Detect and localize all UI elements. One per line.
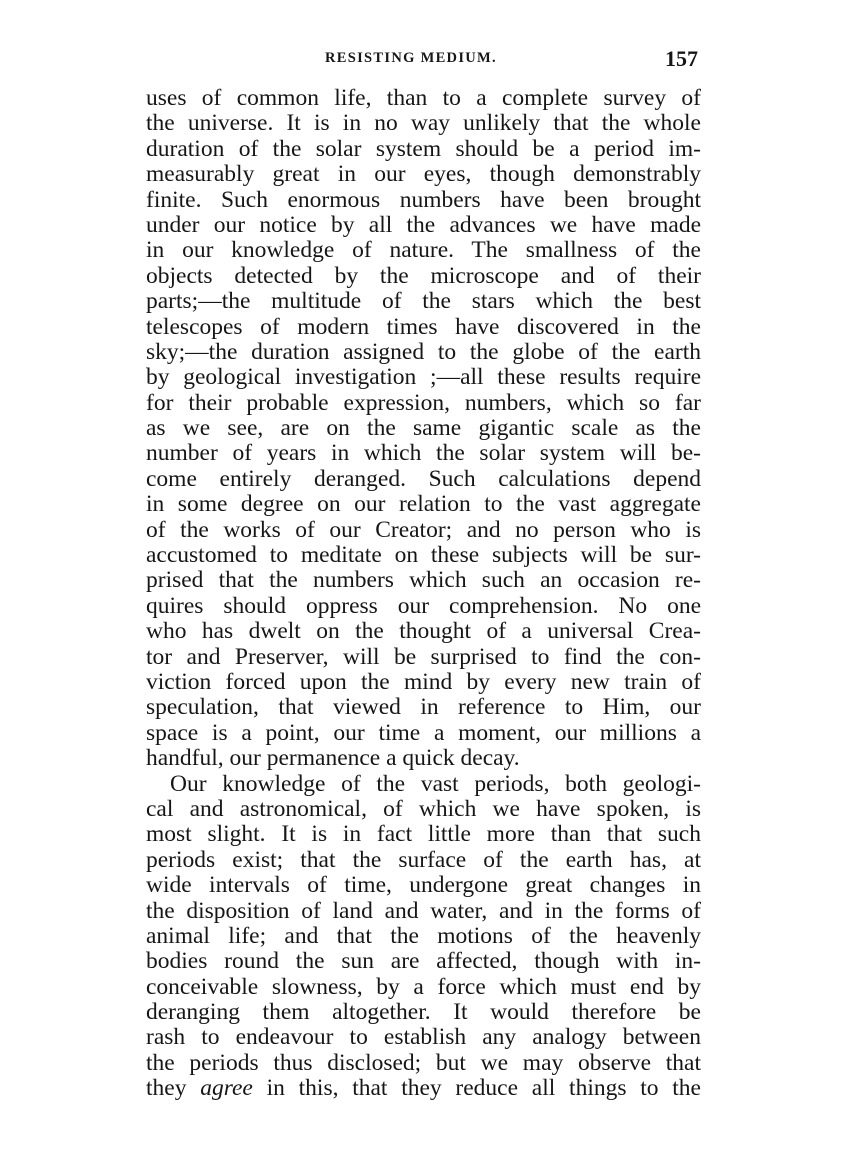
text-line: cal and astronomical, of which we have spoken, is [146, 796, 701, 822]
text-line-paragraph-end: handful, our permanence a quick decay. [146, 746, 520, 772]
running-title: RESISTING MEDIUM. [325, 50, 497, 66]
text-line: rash to endeavour to establish any analogy between [146, 1025, 701, 1051]
emphasized-word: agree [200, 1076, 253, 1102]
text-line: deranging them altogether. It would therefore be [146, 1000, 701, 1026]
text-line: finite. Such enormous numbers have been brought [146, 187, 701, 213]
text-line: of the works of our Creator; and no person who is [146, 517, 701, 543]
text-line: the disposition of land and water, and in the forms of [146, 898, 701, 924]
text-line: objects detected by the microscope and of their [146, 263, 701, 289]
text-line: come entirely deranged. Such calculations depend [146, 466, 701, 492]
running-head [145, 48, 700, 74]
text-line: bodies round the sun are affected, though with in- [146, 949, 701, 975]
text-line: who has dwelt on the thought of a universal Crea- [146, 619, 701, 645]
text-line: the periods thus disclosed; but we may observe that [146, 1050, 701, 1076]
text-line: telescopes of modern times have discovered in the [146, 314, 701, 340]
text-line: as we see, are on the same gigantic scale as the [146, 416, 701, 442]
text-line: sky;—the duration assigned to the globe of the earth [146, 339, 701, 365]
text-line: tor and Preserver, will be surprised to find the con- [146, 644, 701, 670]
text-line: number of years in which the solar system will be- [146, 441, 701, 467]
text-segment: they [146, 1076, 201, 1102]
text-line: speculation, that viewed in reference to Him, our [146, 695, 701, 721]
text-line: in our knowledge of nature. The smallness of the [146, 238, 701, 264]
text-line: parts;—the multitude of the stars which the best [146, 289, 701, 315]
text-line: uses of common life, than to a complete survey of [146, 86, 701, 111]
text-line: duration of the solar system should be a period im- [146, 136, 701, 162]
text-line: in some degree on our relation to the vast aggregate [146, 492, 701, 518]
page-number: 157 [665, 46, 698, 71]
text-line: wide intervals of time, undergone great changes in [146, 873, 701, 899]
text-line: quires should oppress our comprehension. No one [146, 593, 701, 619]
text-line: periods exist; that the surface of the earth has, at [146, 847, 701, 873]
text-line: viction forced upon the mind by every new train of [146, 669, 701, 695]
text-line-final [146, 1076, 701, 1101]
text-line: under our notice by all the advances we have made [146, 212, 701, 238]
body-text [146, 86, 701, 1102]
text-line: measurably great in our eyes, though demonstrably [146, 162, 701, 188]
text-line: the universe. It is in no way unlikely that the whole [146, 111, 701, 137]
text-line: accustomed to meditate on these subjects will be sur- [146, 543, 701, 569]
text-segment: in this, that they reduce all things to the [252, 1076, 701, 1102]
text-line: prised that the numbers which such an occasion re- [146, 568, 701, 594]
text-line-paragraph-start: Our knowledge of the vast periods, both geologi- [170, 771, 701, 797]
text-line: conceivable slowness, by a force which must end by [146, 974, 701, 1000]
text-line: animal life; and that the motions of the heavenly [146, 923, 701, 949]
text-line: most slight. It is in fact little more than that such [146, 822, 701, 848]
text-line: space is a point, our time a moment, our millions a [146, 720, 701, 746]
text-line: for their probable expression, numbers, which so far [146, 390, 701, 416]
text-line: by geological investigation ;—all these results require [146, 365, 701, 391]
